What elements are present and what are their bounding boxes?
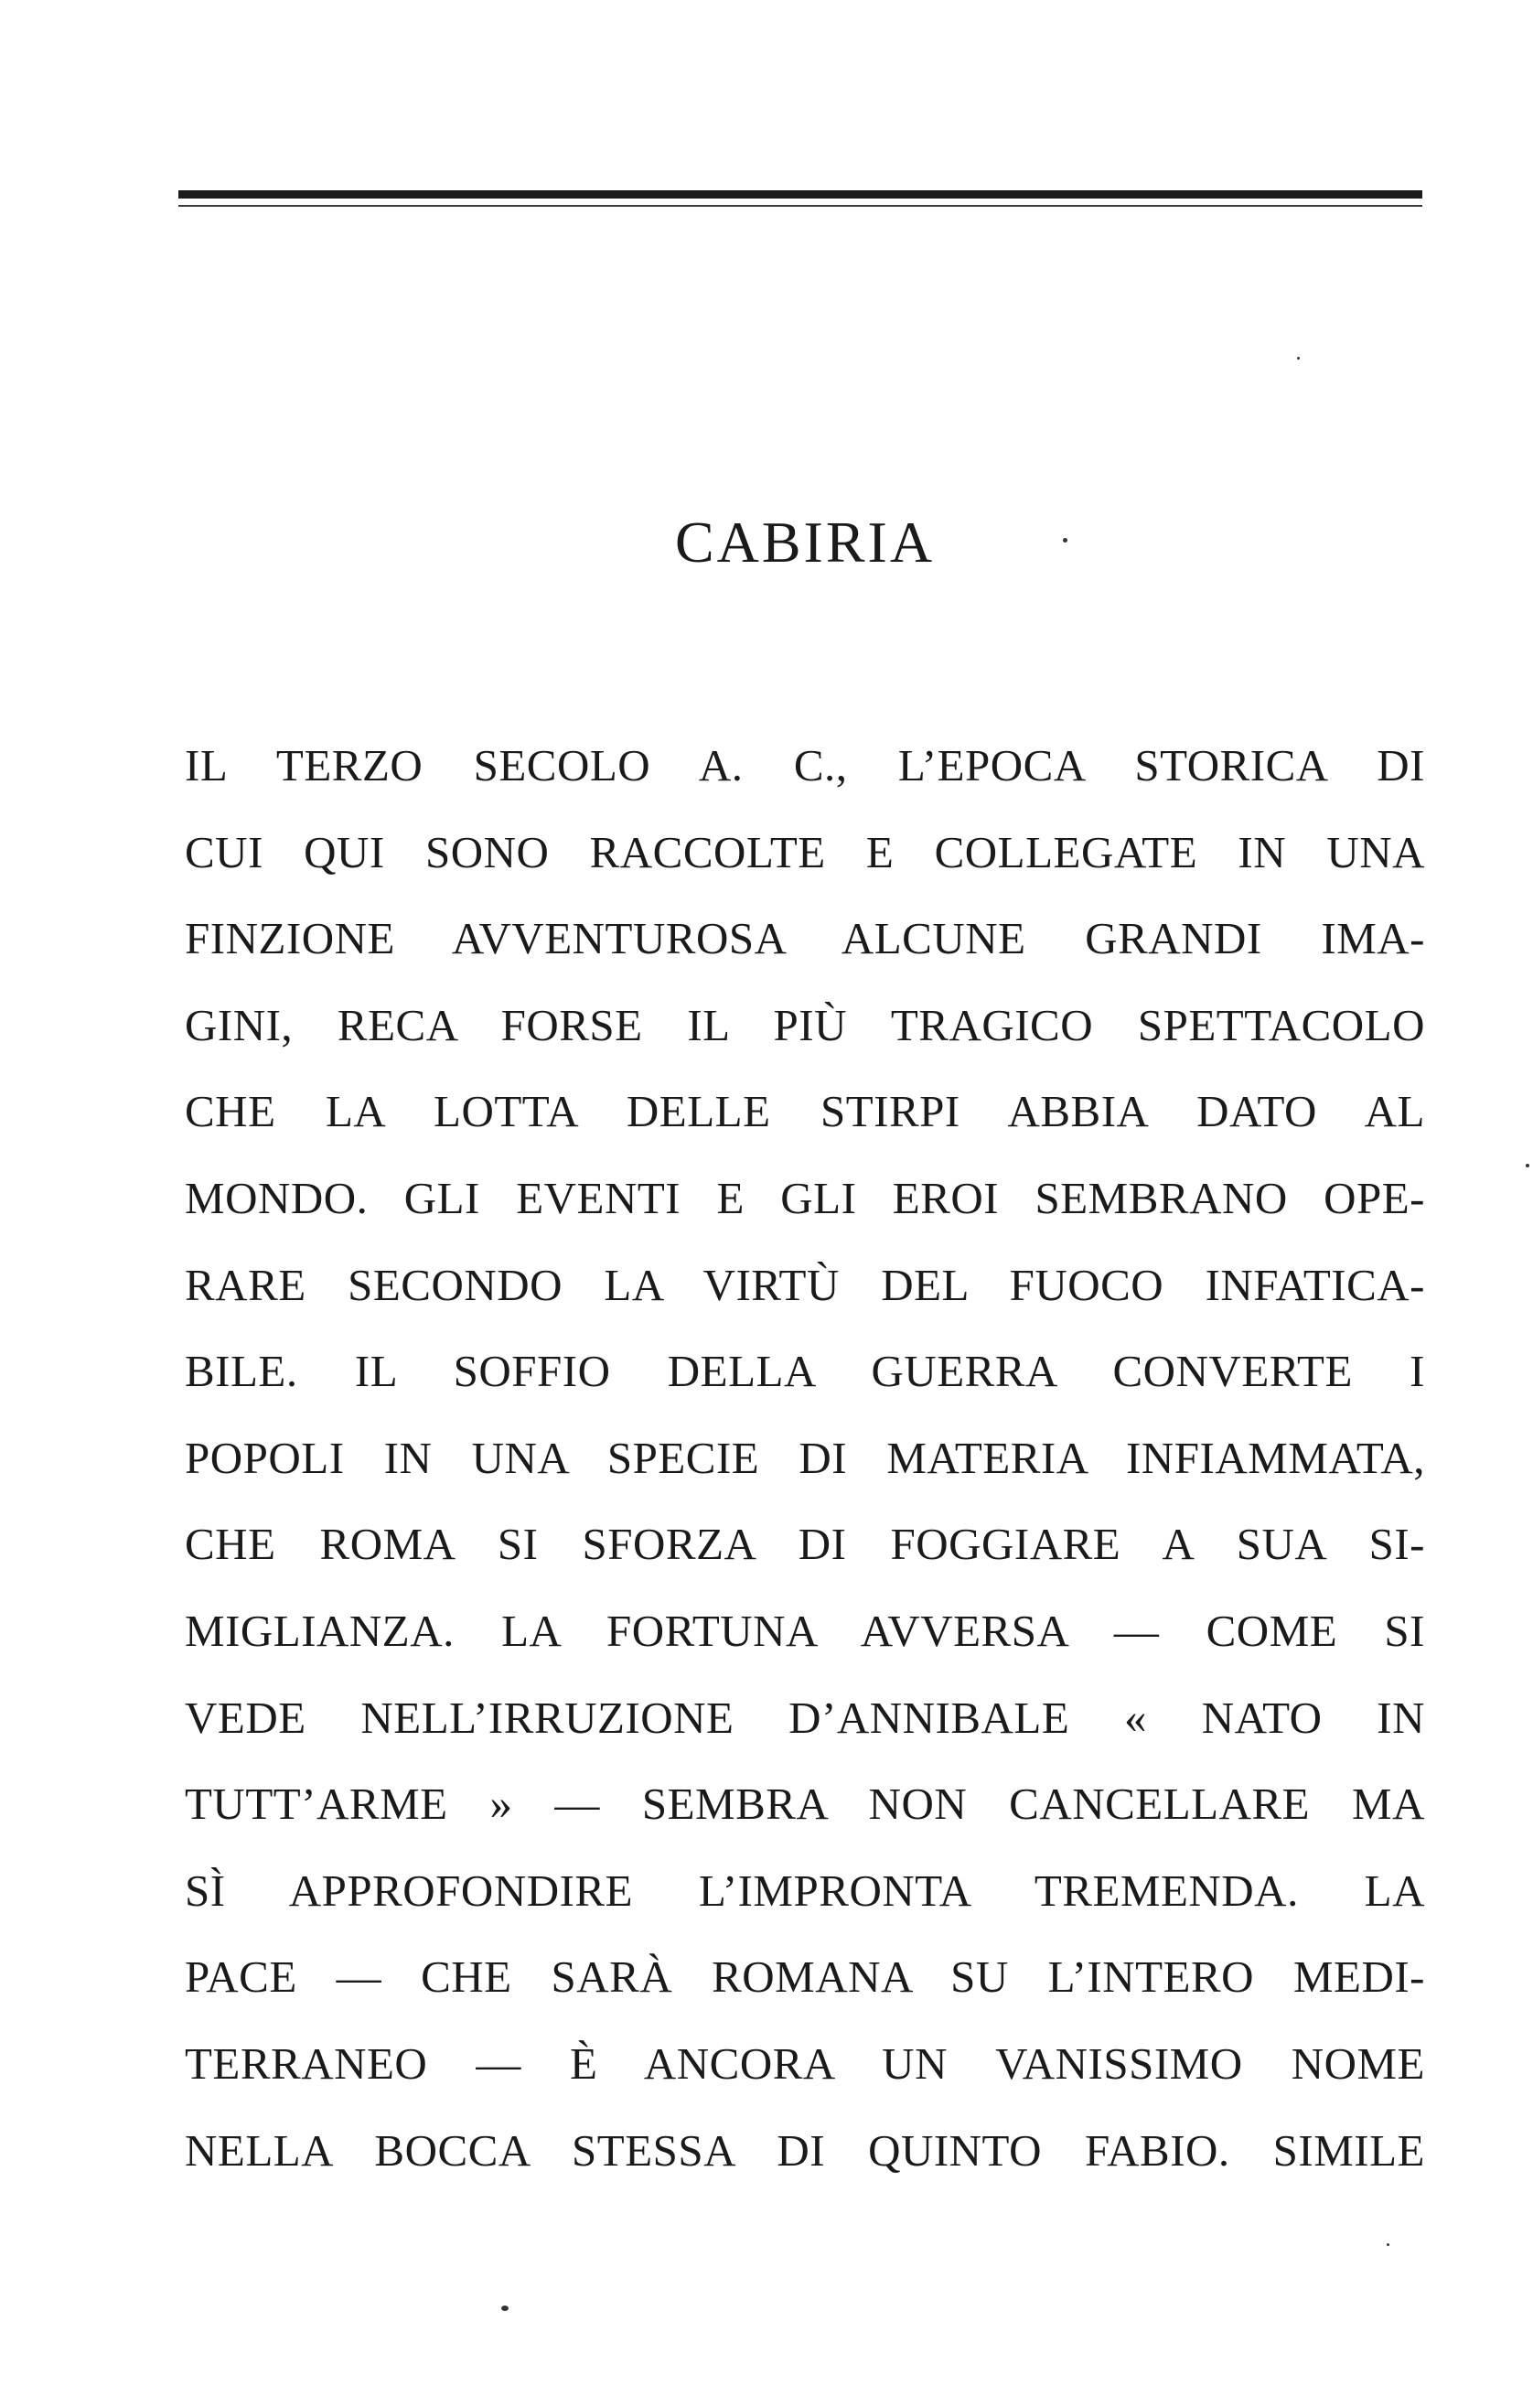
print-speck — [1063, 538, 1067, 543]
print-speck — [1387, 2243, 1389, 2246]
text-line: PACE — CHE SARÀ ROMANA SU L’INTERO MEDI- — [185, 1951, 1425, 2003]
print-speck — [1526, 1164, 1529, 1167]
text-line: FINZIONE AVVENTUROSA ALCUNE GRANDI IMA- — [185, 913, 1425, 964]
text-line: VEDE NELL’IRRUZIONE D’ANNIBALE « NATO IN — [185, 1692, 1425, 1743]
text-line: MONDO. GLI EVENTI E GLI EROI SEMBRANO OPE- — [185, 1172, 1425, 1223]
text-line: CHE ROMA SI SFORZA DI FOGGIARE A SUA SI- — [185, 1519, 1425, 1570]
text-line: IL TERZO SECOLO A. C., L’EPOCA STORICA DI — [185, 740, 1425, 790]
text-line: MIGLIANZA. LA FORTUNA AVVERSA — COME SI — [185, 1605, 1425, 1656]
text-line: TERRANEO — È ANCORA UN VANISSIMO NOME — [185, 2037, 1425, 2089]
body-text — [185, 723, 1425, 2194]
text-line: CUI QUI SONO RACCOLTE E COLLEGATE IN UNA — [185, 826, 1425, 877]
text-line: TUTT’ARME » — SEMBRA NON CANCELLARE MA — [185, 1779, 1425, 1830]
header-rule — [178, 190, 1422, 199]
text-line: BILE. IL SOFFIO DELLA GUERRA CONVERTE I — [185, 1346, 1425, 1397]
text-line: POPOLI IN UNA SPECIE DI MATERIA INFIAMMATA, — [185, 1432, 1425, 1483]
print-speck — [501, 2306, 509, 2311]
text-line: CHE LA LOTTA DELLE STIRPI ABBIA DATO AL — [185, 1086, 1425, 1137]
text-line: NELLA BOCCA STESSA DI QUINTO FABIO. SIMILE — [185, 2124, 1425, 2176]
header-rule-thin — [178, 205, 1422, 207]
text-line: RARE SECONDO LA VIRTÙ DEL FUOCO INFATICA- — [185, 1259, 1425, 1310]
print-speck — [1297, 357, 1300, 360]
page-title: CABIRIA — [674, 510, 936, 575]
text-line: GINI, RECA FORSE IL PIÙ TRAGICO SPETTACOLO — [185, 999, 1425, 1050]
text-line: SÌ APPROFONDIRE L’IMPRONTA TREMENDA. LA — [185, 1865, 1425, 1916]
